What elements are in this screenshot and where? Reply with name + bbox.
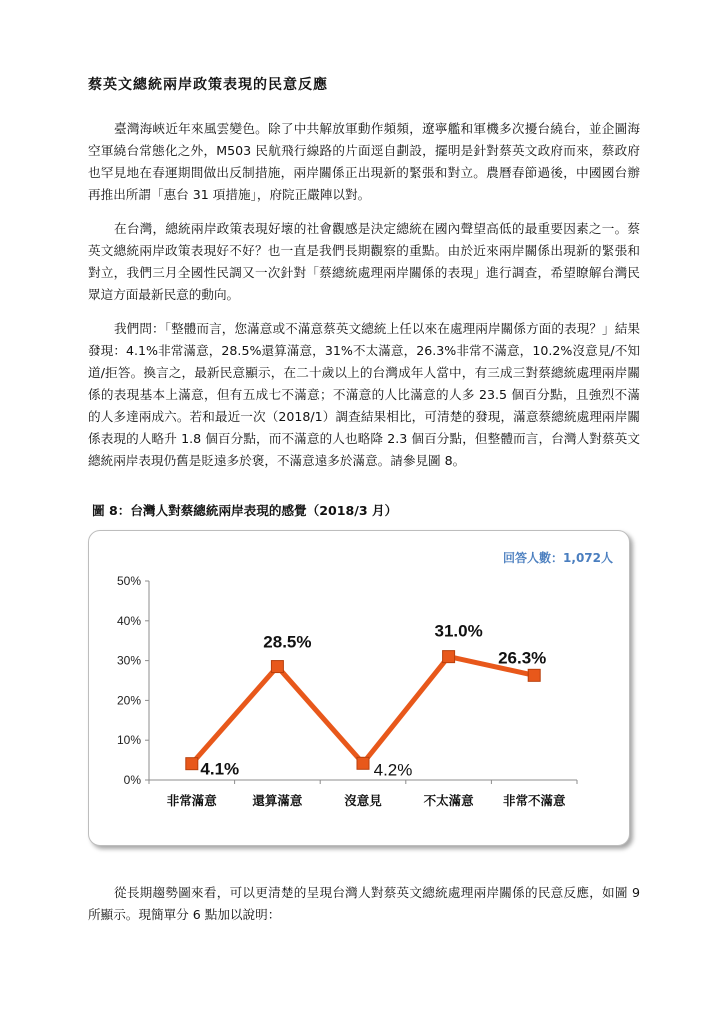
- paragraph-3: 我們問：「整體而言，您滿意或不滿意蔡英文總統上任以來在處理兩岸關係方面的表現？」結果發現：4.1%非常滿意，28.5%還算滿意，31%不太滿意，26.3%非常不滿意，10.2%沒意見/不知道/拒答。換言之，最新民意顯示，在二十歲以上的台灣成年人當中，有三成三對蔡總統處理兩岸關係的表現基本上滿意，但有五成七不滿意；不滿意的人比滿意的人多 23.5 個百分點，且強烈不滿的人多達兩成六。若和最近一次（2018/1）調查結果相比，可清楚的發現，滿意蔡總統處理兩岸關係表現的人略升 1.8 個百分點，而不滿意的人也略降 2.3 個百分點，但整體而言，台灣人對蔡英文總統兩岸表現仍舊是貶遠多於褒，不滿意遠多於滿意。請參見圖 8。: [88, 321, 640, 468]
- y-tick-label: 0%: [123, 773, 141, 787]
- y-tick-label: 10%: [116, 733, 141, 748]
- data-label: 28.5%: [263, 632, 312, 652]
- paragraph-1: 臺灣海峽近年來風雲變色。除了中共解放軍動作頻頻，遼寧艦和軍機多次擾台繞台，並企圖海空軍繞台常態化之外，M503 民航飛行線路的片面逕自劃設，擺明是針對蔡英文政府而來，蔡政府也罕見地在春運期間做出反制措施，兩岸關係正出現新的緊張和對立。農曆春節過後，中國國台辦再推出所謂「惠台 31 項措施」，府院正嚴陣以對。: [88, 121, 640, 202]
- data-point: [443, 651, 455, 663]
- line-chart: [89, 531, 629, 845]
- y-tick-label: 30%: [116, 653, 141, 668]
- x-tick-label: 沒意見: [344, 793, 382, 808]
- y-tick-label: 40%: [116, 613, 141, 628]
- data-label: 4.2%: [373, 760, 413, 780]
- data-point: [271, 661, 283, 673]
- data-label: 31.0%: [434, 621, 483, 641]
- y-tick-label: 50%: [116, 574, 141, 588]
- data-label: 4.1%: [200, 759, 240, 779]
- data-point: [528, 669, 540, 681]
- respondents-count: 回答人數：1,072人: [503, 551, 613, 565]
- section-title: 蔡英文總統兩岸政策表現的民意反應: [88, 77, 328, 93]
- x-tick-label: 非常不滿意: [502, 793, 566, 808]
- paragraph-4: 從長期趨勢圖來看，可以更清楚的呈現台灣人對蔡英文總統處理兩岸關係的民意反應，如圖 9 所顯示。現簡單分 6 點加以說明：: [88, 885, 640, 922]
- paragraph-2: 在台灣，總統兩岸政策表現好壞的社會觀感是決定總統在國內聲望高低的最重要因素之一。蔡英文總統兩岸政策表現好不好？也一直是我們長期觀察的重點。由於近來兩岸關係出現新的緊張和對立，我們三月全國性民調又一次針對「蔡總統處理兩岸關係的表現」進行調查，希望瞭解台灣民眾這方面最新民意的動向。: [88, 221, 640, 302]
- data-label: 26.3%: [498, 648, 547, 668]
- series-line: [192, 657, 534, 764]
- figure-caption: 圖 8：台灣人對蔡總統兩岸表現的感覺（2018/3 月）: [92, 503, 398, 518]
- x-tick-label: 非常滿意: [166, 793, 217, 808]
- data-point: [186, 758, 198, 770]
- y-tick-label: 20%: [116, 693, 141, 708]
- x-tick-label: 不太滿意: [423, 793, 474, 808]
- data-point: [357, 757, 369, 769]
- x-tick-label: 還算滿意: [252, 793, 303, 808]
- chart-frame: [88, 530, 630, 846]
